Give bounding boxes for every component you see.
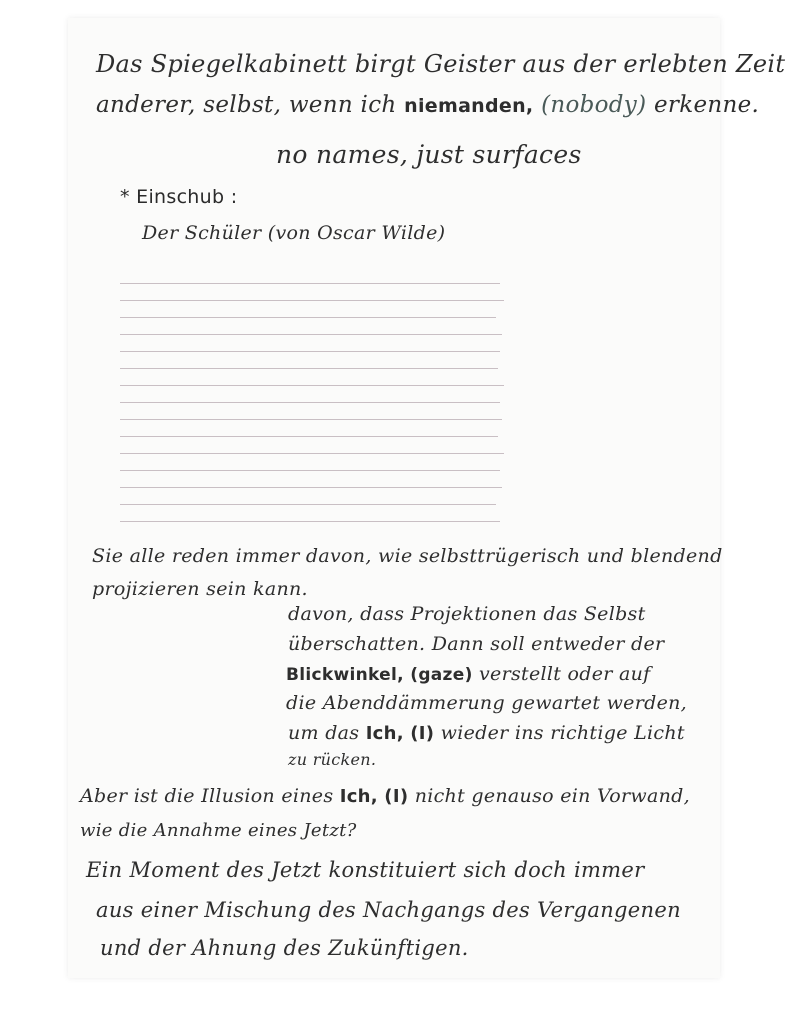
rule-line (120, 521, 500, 522)
indent-line-3 (286, 663, 650, 685)
indent-line-6: zu rücken. (288, 750, 377, 769)
rule-line (120, 470, 500, 471)
rule-line (120, 453, 504, 454)
indent-line-3-text-b: verstellt oder auf (479, 663, 651, 685)
bottom-line-5: und der Ahnung des Zukünftigen. (100, 936, 469, 960)
insert-subtitle: Der Schüler (von Oscar Wilde) (142, 222, 446, 244)
rule-line (120, 300, 504, 301)
middle-line-2: projizieren sein kann. (92, 578, 308, 600)
rule-line (120, 436, 498, 437)
gaze-english-gloss: (gaze) (410, 665, 473, 685)
rule-line (120, 504, 496, 505)
rule-line (120, 368, 498, 369)
indent-line-5-text-a: um das (288, 722, 360, 744)
bottom-line-4: aus einer Mischung des Nachgangs des Vergangenen (96, 898, 681, 922)
bottom-line-2: wie die Annahme eines Jetzt? (80, 820, 357, 841)
top-line-3: no names, just surfaces (276, 140, 582, 169)
bottom-line-1-text-b: nicht genauso ein Vorwand, (414, 785, 690, 807)
rule-line (120, 283, 500, 284)
indent-line-1: davon, dass Projektionen das Selbst (288, 603, 646, 625)
top-line-1: Das Spiegelkabinett birgt Geister aus der erlebten Zeit (96, 50, 786, 78)
top-line-2 (96, 92, 759, 118)
bottom-line-1 (80, 785, 690, 807)
nobody-english-gloss: (nobody) (541, 92, 647, 118)
ich-english-gloss: (I) (410, 723, 435, 744)
ich-german-word-2: Ich, (339, 786, 378, 807)
ich-english-gloss-2: (I) (384, 786, 409, 807)
bottom-line-3: Ein Moment des Jetzt konstituiert sich doch immer (86, 858, 645, 882)
insert-heading: * Einschub : (120, 186, 238, 208)
rule-line (120, 419, 502, 420)
ich-german-word: Ich, (365, 723, 404, 744)
rule-line (120, 487, 502, 488)
middle-line-1: Sie alle reden immer davon, wie selbsttrügerisch und blendend (92, 545, 723, 567)
nobody-german-word: niemanden, (404, 95, 534, 117)
rule-line (120, 402, 500, 403)
rule-line (120, 351, 500, 352)
rule-line (120, 317, 496, 318)
indent-line-4: die Abenddämmerung gewartet werden, (286, 692, 687, 714)
indent-line-5-text-b: wieder ins richtige Licht (440, 722, 685, 744)
indent-line-5 (288, 722, 685, 744)
top-line-2-text-a: anderer, selbst, wenn ich (96, 92, 397, 118)
rule-line (120, 334, 502, 335)
indent-line-2: überschatten. Dann soll entweder der (288, 633, 665, 655)
gaze-german-word: Blickwinkel, (286, 665, 404, 685)
ruled-lines-block (120, 283, 504, 523)
rule-line (120, 385, 504, 386)
top-line-2-text-b: erkenne. (654, 92, 760, 118)
bottom-line-1-text-a: Aber ist die Illusion eines (80, 785, 334, 807)
